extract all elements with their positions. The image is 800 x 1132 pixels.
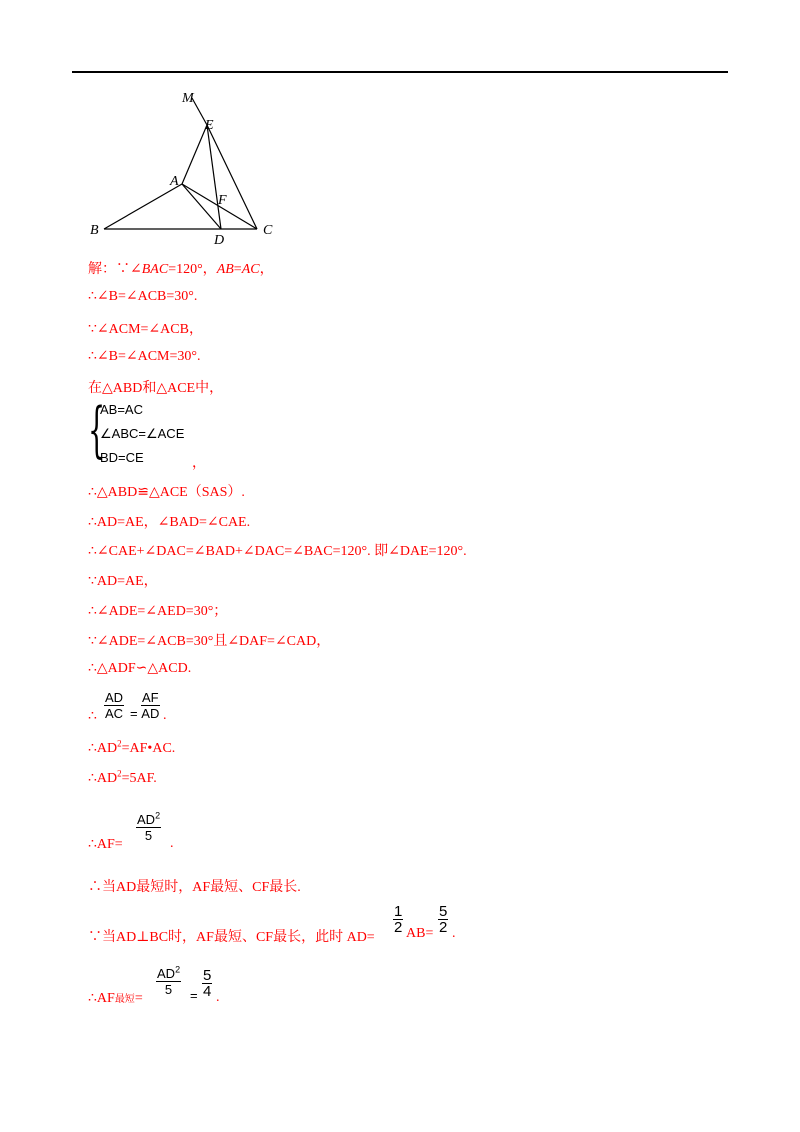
geometry-figure bbox=[84, 88, 284, 248]
ad-period: . bbox=[452, 926, 456, 941]
solution-line-11: ∵∠ADE=∠ACB=30°且∠DAF=∠CAD， bbox=[88, 634, 331, 649]
solution-line-9: ∵AD=AE， bbox=[88, 574, 158, 589]
solution-line-14: $\therefore AD^2=AF•AC$. bbox=[88, 738, 176, 756]
solution-line-15: $\therefore AD^2=5AF$. bbox=[88, 768, 157, 786]
final-period: . bbox=[216, 990, 220, 1005]
solution-line-7: ∴AD=AE，∠BAD=∠CAE. bbox=[88, 515, 251, 530]
label-e: E bbox=[205, 118, 214, 133]
system-row-1: AB=AC bbox=[100, 402, 143, 417]
solution-line-12: ∴△ADF∽△ACD. bbox=[88, 661, 192, 676]
solution-line-13-prefix: ∴ bbox=[88, 709, 97, 724]
label-d: D bbox=[214, 233, 225, 248]
solution-line-16-prefix: ∴AF= bbox=[88, 837, 123, 852]
fraction-af-over-ad: $\frac{AF}{AD}$ bbox=[141, 690, 160, 721]
solution-line-5: 在△ABD和△ACE中， bbox=[88, 381, 224, 396]
fraction-5-over-4: $\frac{5}{4}$ bbox=[203, 967, 212, 1000]
label-b: B bbox=[90, 223, 99, 238]
solution-line-2: ∴∠B=∠ACB=30°. bbox=[88, 289, 198, 304]
label-a: A bbox=[170, 174, 179, 189]
ratio-period: . bbox=[163, 708, 167, 723]
system-comma: ， bbox=[192, 456, 206, 471]
solution-line-6: ∴△ABD≌△ACE（SAS）. bbox=[88, 485, 245, 500]
header-rule bbox=[72, 71, 728, 73]
solution-line-19-prefix: ∴AF最短= bbox=[88, 991, 143, 1006]
ratio-equals: = bbox=[130, 706, 138, 721]
solution-line-10: ∴∠ADE=∠AED=30°； bbox=[88, 604, 228, 619]
label-c: C bbox=[263, 223, 273, 238]
solution-line-4: ∴∠B=∠ACM=30°. bbox=[88, 349, 201, 364]
solution-line-8: ∴∠CAE+∠DAC=∠BAD+∠DAC=∠BAC=120°. 即∠DAE=120°. bbox=[88, 544, 467, 559]
segment-ae bbox=[182, 125, 207, 184]
system-row-2: ∠ABC=∠ACE bbox=[100, 426, 185, 441]
fraction-5-over-2: $\frac{5}{2}$ bbox=[439, 903, 448, 936]
fraction-1-over-2: $\frac{1}{2}$ bbox=[394, 903, 403, 936]
label-m: M bbox=[182, 91, 194, 106]
solution-line-17: ∴当AD最短时，AF最短、CF最长. bbox=[88, 880, 301, 895]
segment-ba bbox=[104, 184, 182, 229]
segment-ad bbox=[182, 184, 221, 229]
ab-equals: AB= bbox=[406, 926, 434, 941]
fraction-ad-over-ac: $\frac{AD}{AC}$ bbox=[105, 690, 124, 721]
fraction-ad2-over-5-min: $\frac{AD^2}{5}$ bbox=[157, 964, 181, 997]
fraction-ad2-over-5: $\frac{AD^2}{5}$ bbox=[137, 810, 161, 843]
af-period: . bbox=[170, 836, 174, 851]
label-f: F bbox=[218, 193, 227, 208]
solution-line-3: ∵∠ACM=∠ACB， bbox=[88, 322, 203, 337]
solution-line-18-prefix: ∵当AD⊥BC时，AF最短、CF最长，此时 AD= bbox=[88, 930, 375, 945]
solution-line-1: 解：∵∠BAC=120°，AB=AC， bbox=[88, 262, 274, 277]
left-brace: { bbox=[88, 395, 106, 465]
system-row-3: BD=CE bbox=[100, 450, 144, 465]
min-equals: = bbox=[190, 988, 198, 1003]
